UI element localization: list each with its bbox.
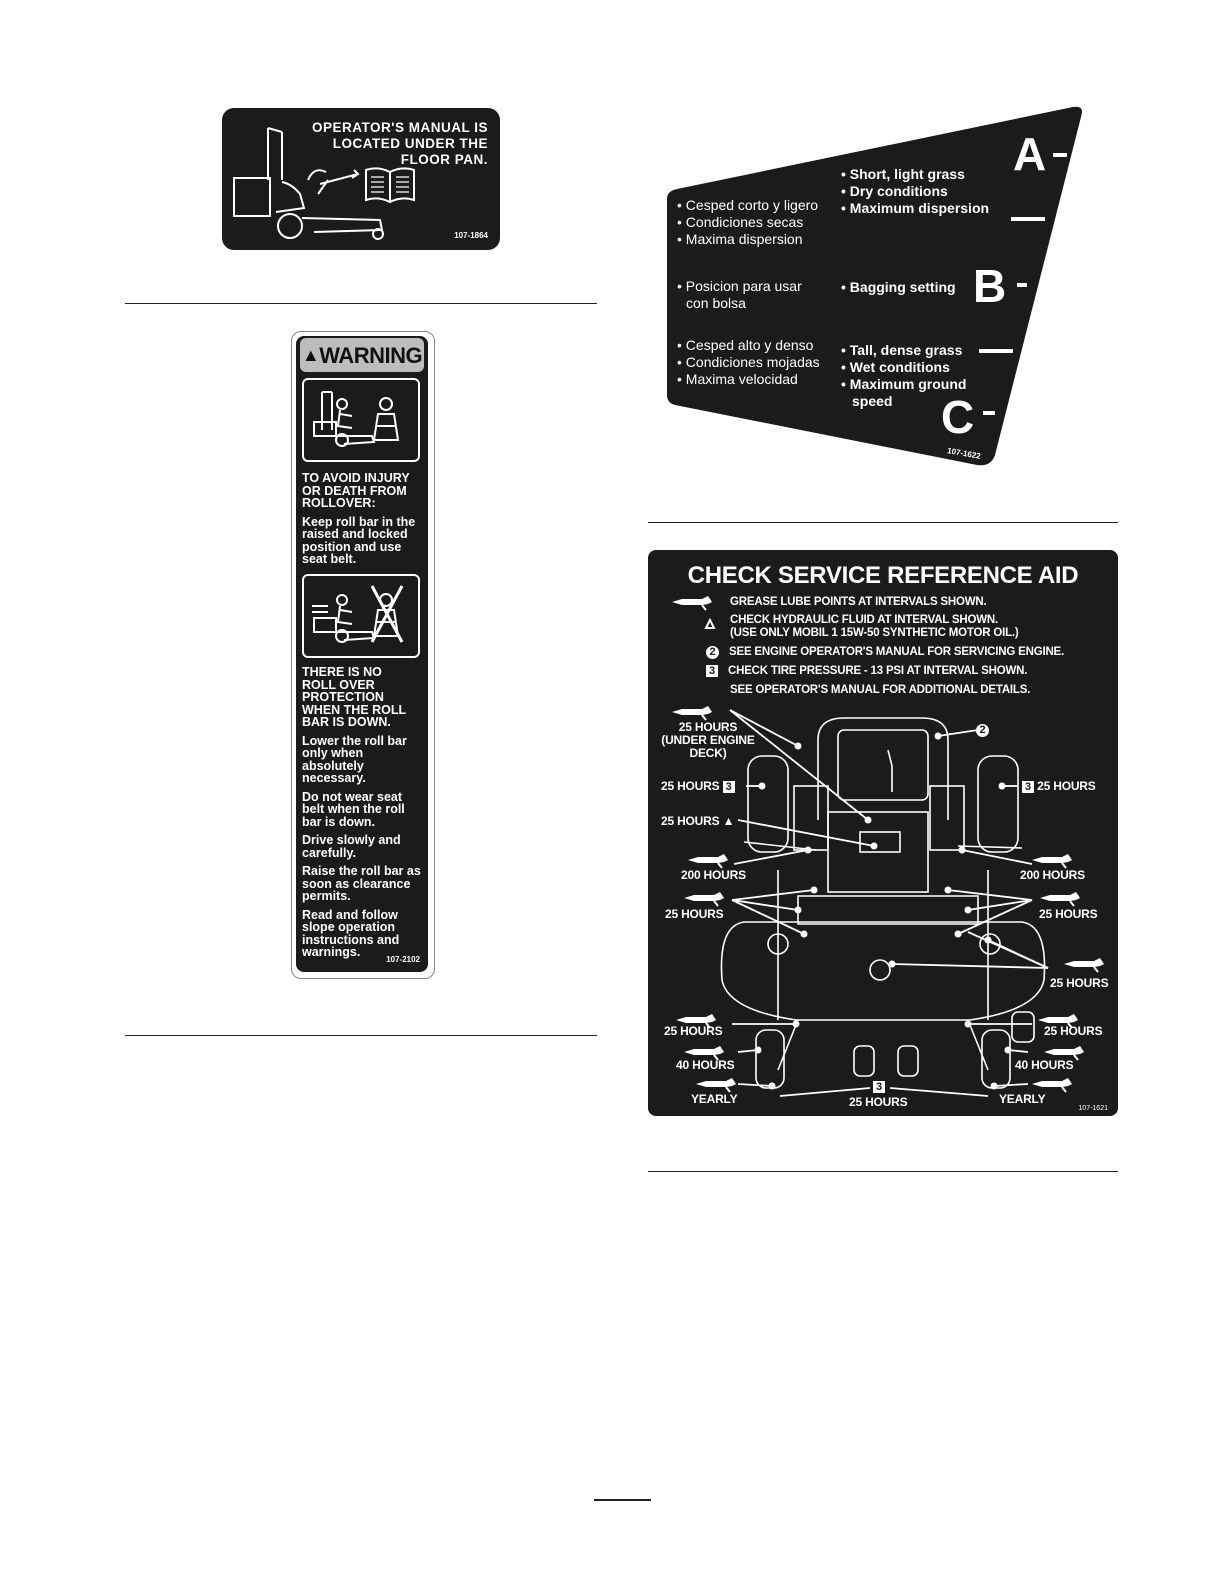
- legend-engine: [709, 646, 1065, 659]
- legend-line: CHECK HYDRAULIC FLUID AT INTERVAL SHOWN.: [730, 614, 998, 626]
- label-25-caster-right: 25 HOURS: [1044, 1024, 1103, 1038]
- warning-text-line: position and use: [302, 539, 402, 554]
- tire-mark-icon: 3: [706, 665, 718, 677]
- setting-text-line: • Cesped alto y denso: [677, 337, 814, 353]
- warning-banner: [300, 338, 424, 372]
- decal-line: LOCATED UNDER THE: [332, 136, 488, 151]
- decal-line: OPERATOR'S MANUAL IS: [312, 120, 488, 135]
- setting-c-letter: C: [941, 391, 975, 443]
- warning-text-line: raised and locked: [302, 527, 408, 541]
- setting-text-line: • Maximum dispersion: [841, 200, 990, 216]
- label-under-engine: [658, 721, 758, 760]
- label-hydraulic: [661, 815, 734, 828]
- section-divider: [125, 303, 597, 304]
- section-divider: [125, 1035, 597, 1036]
- warning-text-line: Lower the roll bar: [302, 733, 407, 748]
- label-yearly-right: YEARLY: [999, 1092, 1046, 1106]
- setting-a-spanish: [677, 197, 818, 248]
- warning-heading-line: TO AVOID INJURY: [302, 471, 410, 485]
- label-40-left: 40 HOURS: [676, 1058, 735, 1072]
- warning-text-line: instructions and: [302, 932, 400, 947]
- decal-part-number: 107-1621: [1078, 1105, 1108, 1112]
- setting-text-line: con bolsa: [686, 295, 746, 311]
- roll-bar-raised-icon: [304, 380, 418, 460]
- label-25-left: 25 HOURS: [665, 907, 724, 921]
- setting-b-english: [841, 279, 956, 296]
- warning-triangle-icon: ▲: [301, 345, 320, 365]
- setting-text-line: • Maxima velocidad: [677, 371, 798, 387]
- decal-part-number: 107-2102: [386, 955, 420, 964]
- rollover-warning-decal: [296, 336, 428, 972]
- setting-text-line: • Tall, dense grass: [841, 342, 963, 358]
- legend-line: CHECK TIRE PRESSURE - 13 PSI AT INTERVAL SHOWN.: [728, 665, 1028, 677]
- label-200-left: 200 HOURS: [681, 868, 746, 882]
- warning-text-line: Keep roll bar in the: [302, 514, 416, 529]
- warning-text-line: belt when the roll: [302, 802, 405, 816]
- label-line: 25 HOURS: [1037, 779, 1096, 793]
- warning-text-line: seat belt.: [302, 552, 357, 566]
- roll-bar-up-pictogram: [302, 378, 420, 462]
- engine-mark-icon: 2: [976, 724, 989, 737]
- roll-bar-down-pictogram: [302, 574, 420, 658]
- warning-text-line: bar is down.: [302, 814, 375, 829]
- engine-mark-icon: 2: [706, 646, 719, 659]
- label-40-right: 40 HOURS: [1015, 1058, 1074, 1072]
- legend-hydraulic: [730, 614, 1019, 640]
- setting-a-english: [841, 166, 989, 217]
- setting-text-line: • Cesped corto y ligero: [677, 197, 819, 213]
- tire-mark-icon: 3: [873, 1081, 885, 1093]
- setting-text-line: • Bagging setting: [841, 279, 956, 295]
- warning-banner-text: WARNING: [319, 343, 423, 368]
- decal-part-number: 107-1864: [454, 231, 488, 240]
- tire-mark-icon: 3: [1022, 781, 1034, 793]
- legend-line: SEE ENGINE OPERATOR'S MANUAL FOR SERVICING ENGINE.: [729, 646, 1065, 658]
- legend-details: SEE OPERATOR'S MANUAL FOR ADDITIONAL DETAILS.: [730, 684, 1031, 696]
- page-number-rule: [594, 1499, 651, 1501]
- warning-text-line: slope operation: [302, 920, 396, 934]
- decal-part-number: 107-1622: [946, 446, 982, 461]
- setting-text-line: • Condiciones secas: [677, 214, 804, 230]
- manual-location-decal: [222, 108, 500, 250]
- warning-text-line: Read and follow: [302, 907, 398, 922]
- grease-gun-icon: [672, 596, 712, 610]
- warning-text-line: absolutely: [302, 758, 364, 773]
- warning-text-line: permits.: [302, 889, 351, 903]
- setting-text-line: • Condiciones mojadas: [677, 354, 820, 370]
- label-yearly-left: YEARLY: [691, 1092, 738, 1106]
- label-line: 25 HOURS: [661, 814, 720, 828]
- service-reference-decal: [648, 550, 1118, 1116]
- warning-text-line: Raise the roll bar as: [302, 864, 421, 878]
- tire-mark-icon: 3: [723, 781, 735, 793]
- warning-heading-line: OR DEATH FROM: [302, 483, 407, 498]
- setting-text-line: • Maximum ground: [841, 376, 967, 392]
- hydraulic-warning-icon: ▲: [722, 814, 735, 828]
- setting-text-line: • Maxima dispersion: [677, 231, 803, 247]
- decal-line: FLOOR PAN.: [400, 152, 488, 167]
- warning-text-line: only when: [302, 746, 364, 760]
- warning-text-line: warnings.: [302, 945, 361, 959]
- label-25-caster-left: 25 HOURS: [664, 1024, 723, 1038]
- service-decal-title: CHECK SERVICE REFERENCE AID: [687, 562, 1079, 589]
- label-line: (UNDER ENGINE: [661, 733, 755, 747]
- legend-line: (USE ONLY MOBIL 1 15W-50 SYNTHETIC MOTOR OIL.): [730, 627, 1019, 639]
- warning-heading-line: WHEN THE ROLL: [302, 702, 407, 717]
- warning-heading-line: THERE IS NO: [302, 665, 382, 679]
- setting-text-line: • Short, light grass: [841, 166, 965, 182]
- manual-location-text: [312, 120, 488, 168]
- label-tire-right: [1022, 780, 1096, 793]
- warning-text-line: carefully.: [302, 845, 356, 860]
- legend-tire: [709, 665, 1028, 678]
- setting-text-line: speed: [852, 393, 893, 409]
- setting-b-letter: B: [973, 260, 1007, 312]
- roll-bar-down-instructions: [302, 666, 426, 965]
- discharge-setting-decal: [665, 105, 1085, 470]
- roll-bar-lowered-icon: [304, 576, 418, 656]
- label-tire-left: [661, 780, 735, 793]
- rollover-instructions: [302, 472, 426, 572]
- label-line: 25 HOURS: [661, 779, 720, 793]
- label-200-right: 200 HOURS: [1020, 868, 1085, 882]
- warning-heading-line: BAR IS DOWN.: [302, 715, 391, 729]
- setting-a-letter: A: [1013, 128, 1047, 180]
- setting-text-line: • Dry conditions: [841, 183, 948, 199]
- warning-heading-line: ROLLOVER:: [302, 496, 376, 510]
- setting-b-spanish: [677, 278, 802, 312]
- hydraulic-warning-icon: [706, 620, 714, 628]
- section-divider: [648, 522, 1118, 523]
- book-icon: [362, 166, 418, 206]
- warning-text-line: necessary.: [302, 771, 366, 785]
- section-divider: [648, 1171, 1118, 1172]
- warning-text-line: soon as clearance: [302, 876, 411, 891]
- warning-text-line: Do not wear seat: [302, 789, 403, 804]
- setting-c-spanish: [677, 337, 820, 388]
- setting-text-line: • Posicion para usar: [677, 278, 802, 294]
- label-line: DECK): [689, 746, 727, 760]
- label-25-right: 25 HOURS: [1039, 907, 1098, 921]
- warning-text-line: Drive slowly and: [302, 833, 401, 847]
- label-25-deck: 25 HOURS: [1050, 976, 1109, 990]
- label-line: 25 HOURS: [678, 720, 738, 734]
- setting-text-line: • Wet conditions: [841, 359, 950, 375]
- legend-grease: GREASE LUBE POINTS AT INTERVALS SHOWN.: [730, 596, 987, 608]
- warning-heading-line: ROLL OVER: [302, 677, 375, 692]
- label-25-front: 25 HOURS: [849, 1095, 908, 1109]
- warning-heading-line: PROTECTION: [302, 690, 384, 704]
